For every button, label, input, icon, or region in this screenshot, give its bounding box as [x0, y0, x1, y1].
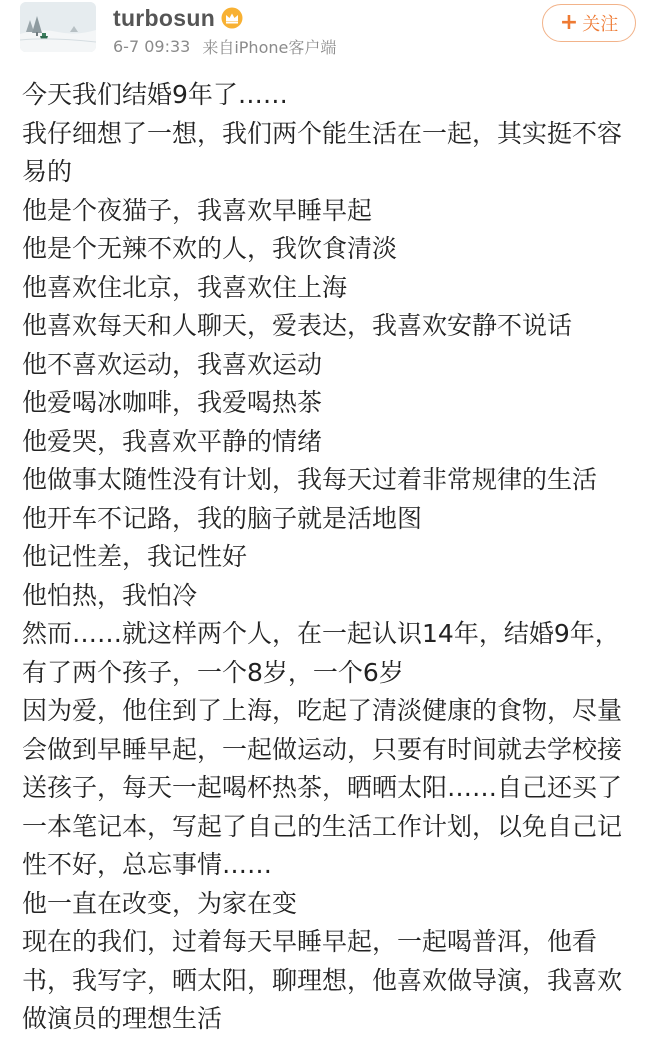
post-text-line: 现在的我们，过着每天早睡早起，一起喝普洱，他看 — [22, 927, 598, 956]
username[interactable]: turbosun — [113, 4, 216, 31]
post-text-line: 会做到早睡早起，一起做运动，只要有时间就去学校接 — [22, 734, 623, 764]
post-meta — [113, 36, 336, 56]
post-text-line: 他爱喝冰咖啡，我爱喝热茶 — [22, 388, 323, 417]
avatar[interactable] — [20, 2, 96, 52]
post-text-line: 他不喜欢运动，我喜欢运动 — [22, 349, 323, 379]
post-text-line: 他一直在改变，为家在变 — [22, 888, 298, 918]
post-text-line: 他怕热，我怕冷 — [22, 580, 198, 610]
post-text-line: 他是个无辣不欢的人，我饮食清淡 — [22, 234, 398, 263]
post-text-line: 性不好，总忘事情…… — [22, 850, 273, 879]
post-text-line: 今天我们结婚9年了…… — [22, 80, 288, 109]
plus-icon: + — [559, 10, 579, 35]
post-text-line: 他做事太随性没有计划，我每天过着非常规律的生活 — [22, 465, 598, 494]
post-text-line: 然而……就这样两个人，在一起认识14年，结婚9年， — [22, 619, 620, 648]
post-timestamp: 6-7 09:33 — [113, 36, 191, 56]
crown-icon — [221, 7, 243, 29]
post-header — [0, 0, 660, 72]
post-text-line: 易的 — [22, 157, 73, 186]
post-text-line: 他记性差，我记性好 — [22, 542, 248, 571]
post-text-line: 他是个夜猫子，我喜欢早睡早起 — [22, 195, 373, 225]
follow-button[interactable] — [542, 4, 636, 42]
post-text-line: 他喜欢每天和人聊天，爱表达，我喜欢安静不说话 — [22, 311, 573, 340]
follow-button-label: 关注 — [582, 14, 619, 35]
post-text-line: 他开车不记路，我的脑子就是活地图 — [22, 503, 423, 533]
post-text-line: 有了两个孩子，一个8岁，一个6岁 — [22, 657, 404, 687]
post-text-line: 我仔细想了一想，我们两个能生活在一起，其实挺不容 — [22, 118, 623, 148]
username-row — [113, 3, 243, 33]
post-text-line: 做演员的理想生活 — [22, 1004, 223, 1033]
post-text-line: 他爱哭，我喜欢平静的情绪 — [22, 426, 323, 456]
avatar-snow-landscape-image — [20, 2, 96, 52]
post-text-line: 书，我写字，晒太阳，聊理想，他喜欢做导演，我喜欢 — [22, 965, 623, 995]
post-text-line: 他喜欢住北京，我喜欢住上海 — [22, 272, 348, 302]
post-source: 来自iPhone客户端 — [202, 37, 337, 57]
post-text — [22, 76, 640, 1039]
post-text-line: 因为爱，他住到了上海，吃起了清淡健康的食物，尽量 — [22, 696, 623, 725]
post-text-line: 一本笔记本，写起了自己的生活工作计划，以免自己记 — [22, 811, 623, 841]
post-text-line: 送孩子，每天一起喝杯热茶，晒晒太阳……自己还买了 — [22, 773, 623, 802]
